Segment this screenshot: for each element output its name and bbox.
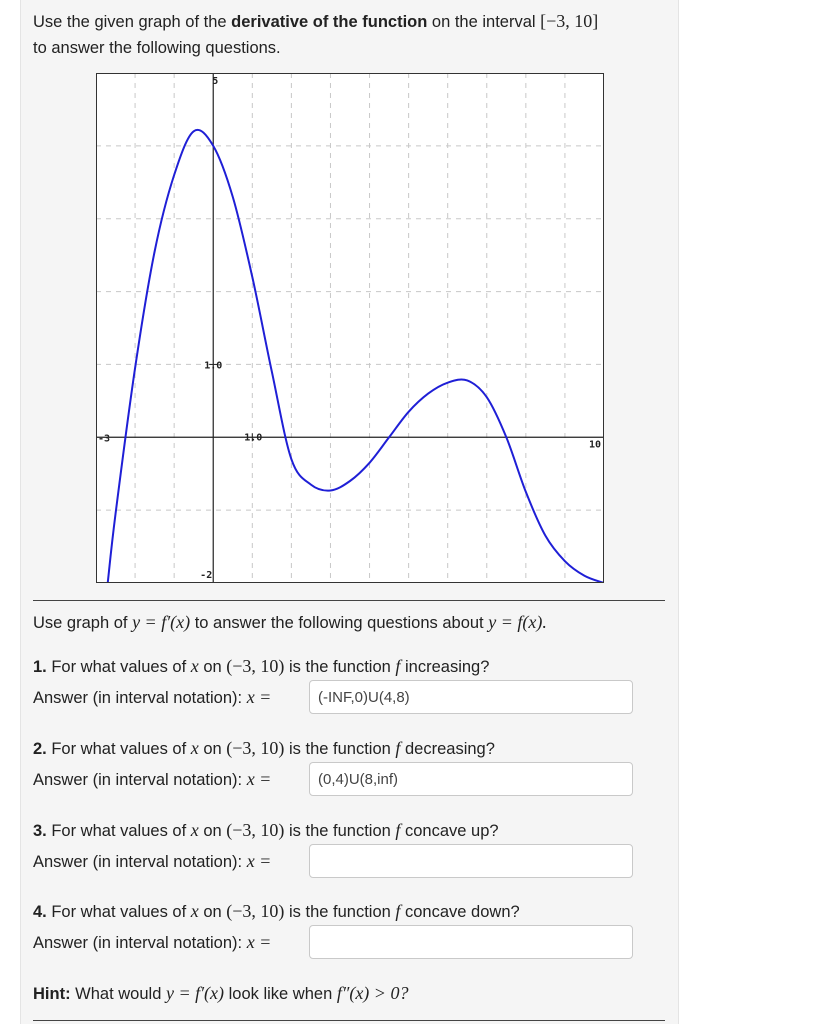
question-4-interval: (−3, 10) [226, 901, 285, 921]
question-4-on: on [198, 903, 227, 921]
question-3-answer-label [33, 851, 271, 872]
question-4-is: is the function [284, 903, 396, 921]
question-1-answer-var: x = [246, 687, 272, 707]
question-3-f: f [395, 820, 401, 840]
question-3-on: on [198, 822, 227, 840]
question-3-answer-label-text: Answer (in interval notation): [33, 853, 247, 871]
question-2-text [33, 738, 495, 759]
question-4-f: f [395, 901, 401, 921]
question-1-text [33, 656, 489, 677]
question-2-var: x [190, 738, 199, 758]
question-4-answer-label-text: Answer (in interval notation): [33, 934, 247, 952]
intro-middle: on the interval [427, 13, 541, 31]
derivative-graph [96, 73, 604, 583]
question-1-is: is the function [284, 658, 396, 676]
question-4-answer-label [33, 932, 271, 953]
question-4-suffix: concave down? [400, 903, 520, 921]
question-1-answer-label-text: Answer (in interval notation): [33, 689, 247, 707]
derivative-graph-svg [96, 73, 604, 583]
question-3-is: is the function [284, 822, 396, 840]
hint-prefix: What would [70, 985, 166, 1003]
question-1-f: f [395, 656, 401, 676]
question-1-on: on [198, 658, 227, 676]
problem-panel [20, 0, 679, 1024]
question-3-interval: (−3, 10) [226, 820, 285, 840]
intro-bold: derivative of the function [231, 13, 428, 31]
question-3-prefix: For what values of [46, 822, 191, 840]
question-1-number: 1. [33, 658, 47, 676]
question-2-answer-var: x = [246, 769, 272, 789]
question-1-answer-label [33, 687, 271, 708]
question-2-answer-input[interactable] [309, 762, 633, 796]
question-1-var: x [190, 656, 199, 676]
question-1-answer-input[interactable] [309, 680, 633, 714]
grid-lines [96, 73, 604, 583]
header-eq1: y = f′(x) [132, 612, 191, 632]
hint-eq2: f″(x) > 0? [336, 983, 409, 1003]
section-divider-bottom [33, 1020, 665, 1021]
curve-layer [108, 130, 604, 583]
problem-intro [33, 8, 663, 61]
question-2-prefix: For what values of [46, 740, 191, 758]
hint-middle: look like when [224, 985, 337, 1003]
question-4-answer-var: x = [246, 932, 272, 952]
question-2-suffix: decreasing? [400, 740, 495, 758]
hint-label: Hint: [33, 985, 71, 1003]
question-2-answer-label-text: Answer (in interval notation): [33, 771, 247, 789]
axes [96, 73, 604, 583]
intro-interval: [−3, 10] [540, 11, 599, 31]
question-3-suffix: concave up? [400, 822, 499, 840]
intro-line2: to answer the following questions. [33, 39, 281, 57]
question-3-answer-var: x = [246, 851, 272, 871]
question-1-suffix: increasing? [400, 658, 490, 676]
tick-label-y-min: -2 [200, 570, 213, 581]
question-1-interval: (−3, 10) [226, 656, 285, 676]
hint [33, 983, 408, 1004]
derivative-curve-series-1 [108, 130, 604, 583]
graph-border [97, 74, 604, 583]
section-divider-top [33, 600, 665, 601]
header-middle: to answer the following questions about [190, 614, 489, 632]
hint-eq1: y = f′(x) [165, 983, 225, 1003]
question-4-number: 4. [33, 903, 47, 921]
question-4-text [33, 901, 520, 922]
question-2-interval: (−3, 10) [226, 738, 285, 758]
header-eq2: y = f(x). [488, 612, 547, 632]
question-3-text [33, 820, 499, 841]
tick-label-x-max: 10 [588, 439, 601, 451]
tick-label-y-unit: 1.0 [204, 360, 223, 372]
question-3-answer-input[interactable] [309, 844, 633, 878]
question-3-var: x [190, 820, 199, 840]
header-prefix: Use graph of [33, 614, 133, 632]
tick-label-x-min: -3 [98, 433, 111, 445]
question-4-prefix: For what values of [46, 903, 191, 921]
question-2-number: 2. [33, 740, 47, 758]
intro-prefix: Use the given graph of the [33, 13, 232, 31]
question-2-is: is the function [284, 740, 396, 758]
question-4-var: x [190, 901, 199, 921]
question-2-on: on [198, 740, 227, 758]
question-4-answer-input[interactable] [309, 925, 633, 959]
question-1-prefix: For what values of [46, 658, 191, 676]
section-header [33, 612, 547, 633]
question-2-f: f [395, 738, 401, 758]
tick-label-y-max: 5 [212, 76, 219, 87]
tick-label-x-unit: 1.0 [244, 432, 263, 444]
question-2-answer-label [33, 769, 271, 790]
question-3-number: 3. [33, 822, 47, 840]
